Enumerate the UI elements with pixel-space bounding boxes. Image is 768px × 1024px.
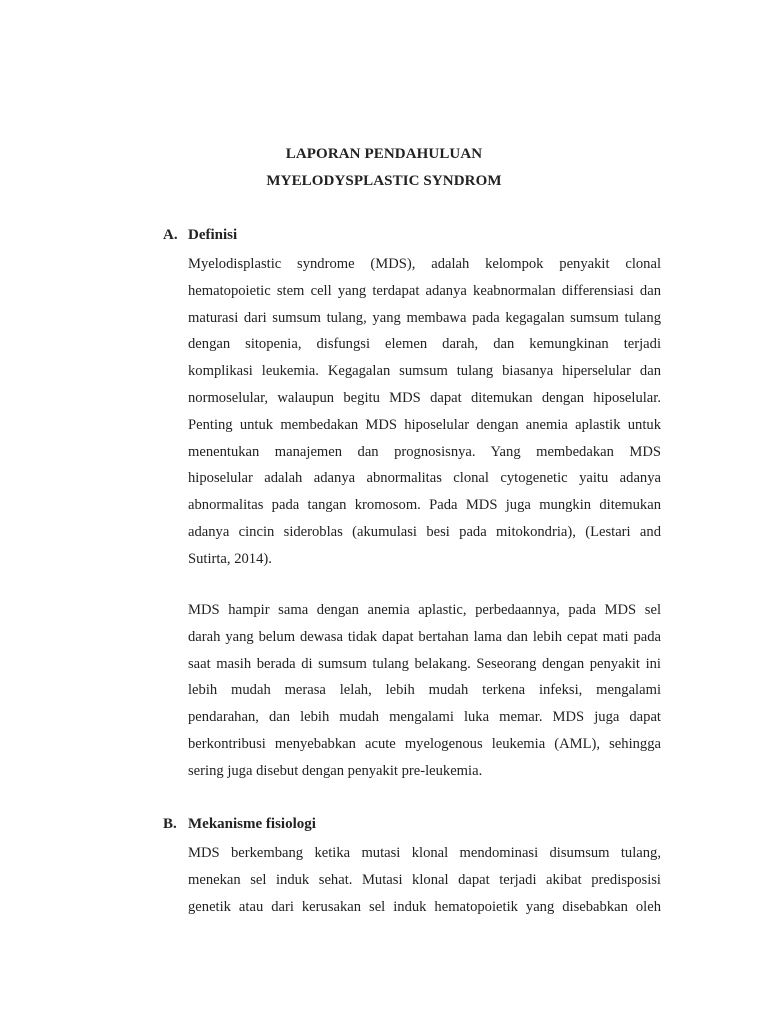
paragraph-line: Sutirta, 2014). — [188, 550, 272, 567]
section-b-heading — [163, 816, 316, 833]
paragraph-line: hiposelular adalah adanya abnormalitas clonal cytogenetic yaitu adanya — [188, 470, 661, 487]
section-a-title: Definisi — [188, 227, 238, 243]
section-b-paragraph-1 — [188, 840, 661, 920]
document-title: LAPORAN PENDAHULUAN — [285, 146, 483, 162]
paragraph-line: MDS berkembang ketika mutasi klonal mendominasi disumsum tulang, — [188, 845, 661, 861]
paragraph-line: Myelodisplastic syndrome (MDS), adalah kelompok penyakit clonal — [188, 256, 661, 272]
section-a-paragraph-2 — [188, 597, 661, 785]
paragraph-line: maturasi dari sumsum tulang, yang membawa pada kegagalan sumsum tulang — [188, 309, 661, 326]
paragraph-line: genetik atau dari kerusakan sel induk hematopoietik yang disebabkan oleh — [188, 898, 661, 915]
paragraph-line: berkontribusi menyebabkan acute myelogenous leukemia (AML), sehingga — [188, 735, 661, 752]
paragraph-line: abnormalitas pada tangan kromosom. Pada MDS juga mungkin ditemukan — [188, 497, 661, 514]
paragraph-line: sering juga disebut dengan penyakit pre-leukemia. — [188, 762, 483, 779]
document-subtitle: MYELODYSPLASTIC SYNDROM — [266, 173, 502, 189]
paragraph-line: hematopoietic stem cell yang terdapat adanya keabnormalan differensiasi dan — [188, 282, 661, 299]
paragraph-line: menentukan manajemen dan prognosisnya. Yang membedakan MDS — [188, 443, 661, 460]
paragraph-line: lebih mudah merasa lelah, lebih mudah terkena infeksi, mengalami — [188, 682, 661, 699]
paragraph-line: darah yang belum dewasa tidak dapat bertahan lama dan lebih cepat mati pada — [188, 628, 661, 645]
paragraph-line: saat masih berada di sumsum tulang belakang. Seseorang dengan penyakit ini — [188, 655, 661, 672]
section-a-paragraph-1 — [188, 251, 661, 573]
section-b-title: Mekanisme fisiologi — [188, 816, 316, 832]
paragraph-line: menekan sel induk sehat. Mutasi klonal dapat terjadi akibat predisposisi — [188, 871, 661, 888]
section-a-heading — [163, 227, 237, 244]
paragraph-line: dengan sitopenia, disfungsi elemen darah, dan kemungkinan terjadi — [188, 336, 661, 353]
paragraph-line: pendarahan, dan lebih mudah mengalami luka memar. MDS juga dapat — [188, 709, 661, 726]
section-a-letter: A. — [163, 227, 178, 243]
paragraph-line: adanya cincin sideroblas (akumulasi besi pada mitokondria), (Lestari and — [188, 523, 661, 540]
paragraph-line: komplikasi leukemia. Kegagalan sumsum tulang biasanya hiperselular dan — [188, 363, 661, 380]
section-b-letter: B. — [163, 816, 177, 832]
paragraph-line: normoselular, walaupun begitu MDS dapat ditemukan dengan hiposelular. — [188, 389, 661, 406]
paragraph-line: Penting untuk membedakan MDS hiposelular dengan anemia aplastik untuk — [188, 416, 661, 433]
paragraph-line: MDS hampir sama dengan anemia aplastic, perbedaannya, pada MDS sel — [188, 602, 661, 618]
